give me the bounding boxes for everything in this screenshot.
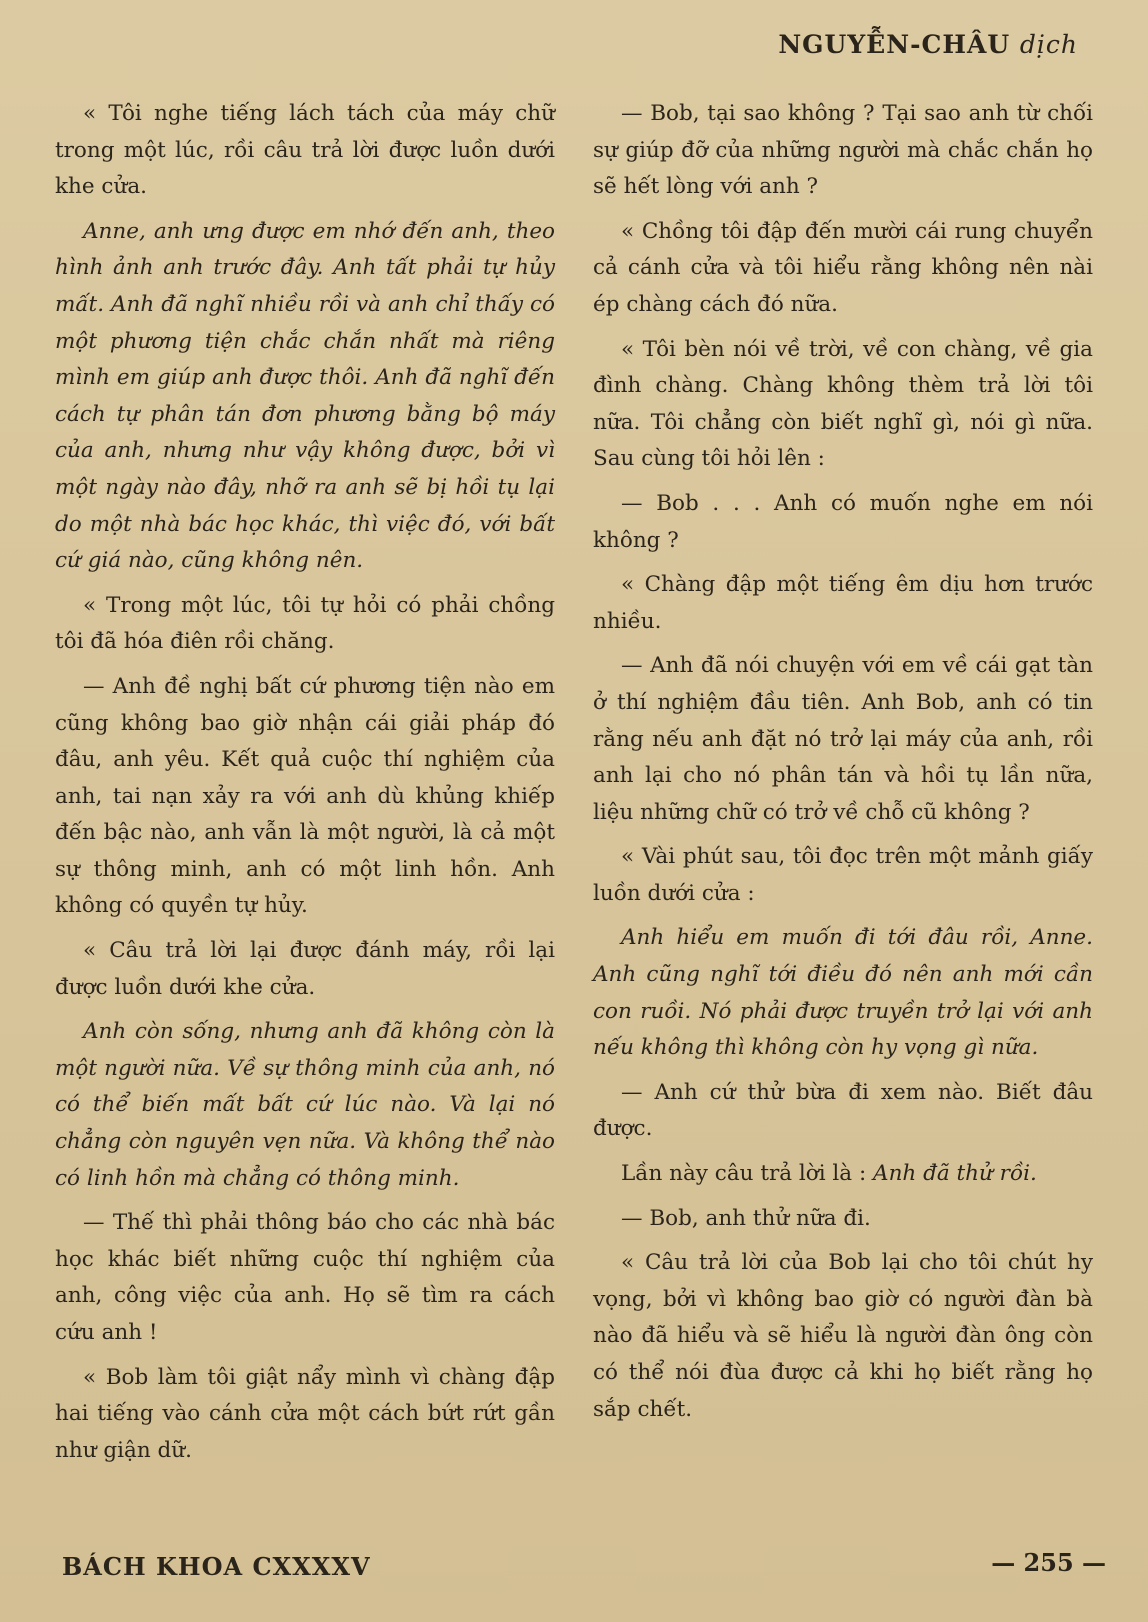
paragraph: [593, 1075, 1093, 1148]
paragraph-text: — Anh cứ thử bừa đi xem nào. Biết đâu được.: [593, 1079, 1093, 1142]
paragraph: [55, 669, 555, 925]
paragraph: [593, 214, 1093, 324]
paragraph-text: — Anh đã nói chuyện với em về cái gạt tàn ở thí nghiệm đầu tiên. Anh Bob, anh có tin rằng nếu anh đặt nó trở lại máy của anh, rồi anh lại cho nó phân tán và hồi tụ lần nữa, liệu những chữ có trở về chỗ cũ không ?: [593, 653, 1093, 825]
paragraph-text: « Câu trả lời của Bob lại cho tôi chút hy vọng, bởi vì không bao giờ có người đàn bà nào đã hiểu và sẽ hiểu là người đàn ông còn có thể nói đùa được cả khi họ biết rằng họ sắp chết.: [593, 1250, 1093, 1422]
left-column: [55, 96, 555, 1477]
paragraph-text: Anh hiểu em muốn đi tới đâu rồi, Anne. Anh cũng nghĩ tới điều đó nên anh mới cần con ruồi. Nó phải được truyền trở lại với anh nếu không thì không còn hy vọng gì nữa.: [593, 925, 1093, 1061]
paragraph-text: — Thế thì phải thông báo cho các nhà bác học khác biết những cuộc thí nghiệm của anh, công việc của anh. Họ sẽ tìm ra cách cứu anh !: [55, 1210, 555, 1345]
paragraph: [593, 567, 1093, 640]
paragraph: [593, 839, 1093, 912]
paragraph: [55, 1205, 555, 1351]
paragraph: [593, 486, 1093, 559]
paragraph-text: Lần này câu trả lời là :: [621, 1161, 867, 1187]
right-column: [593, 96, 1093, 1436]
paragraph-text: Anh còn sống, nhưng anh đã không còn là một người nữa. Về sự thông minh của anh, nó có thể biến mất bất cứ lúc nào. Và lại nó chẳng còn nguyên vẹn nữa. Và không thể nào có linh hồn mà chẳng có thông minh.: [55, 1019, 555, 1191]
paragraph-text: — Bob . . . Anh có muốn nghe em nói không ?: [593, 490, 1093, 553]
paragraph-text: « Chồng tôi đập đến mười cái rung chuyển cả cánh cửa và tôi hiểu rằng không nên nài ép chàng cách đó nữa.: [593, 218, 1093, 317]
paragraph: [593, 648, 1093, 831]
paragraph-text: — Bob, tại sao không ? Tại sao anh từ chối sự giúp đỡ của những người mà chắc chắn họ sẽ hết lòng với anh ?: [593, 101, 1093, 200]
paragraph-italic-text: Anh đã thử rồi.: [873, 1161, 1037, 1187]
translator-name: NGUYỄN-CHÂU: [778, 30, 1011, 59]
page-header: [778, 30, 1078, 59]
paragraph: [593, 1156, 1093, 1193]
paragraph: [593, 1245, 1093, 1428]
paragraph-text: « Tôi bèn nói về trời, về con chàng, về gia đình chàng. Chàng không thèm trả lời tôi nữa. Tôi chẳng còn biết nghĩ gì, nói gì nữa. Sau cùng tôi hỏi lên :: [593, 336, 1093, 472]
paragraph: [55, 933, 555, 1006]
paragraph-text: « Tôi nghe tiếng lách tách của máy chữ trong một lúc, rồi câu trả lời được luồn dưới khe cửa.: [55, 101, 555, 200]
paragraph: [55, 214, 555, 580]
paragraph-text: Anne, anh ưng được em nhớ đến anh, theo hình ảnh anh trước đây. Anh tất phải tự hủy mất. Anh đã nghĩ nhiều rồi và anh chỉ thấy có một phương tiện chắc chắn nhất mà riêng mình em giúp anh được thôi. Anh đã nghĩ đến cách tự phân tán đơn phương bằng bộ máy của anh, nhưng như vậy không được, bởi vì một ngày nào đây, nhỡ ra anh sẽ bị hồi tụ lại do một nhà bác học khác, thì việc đó, với bất cứ giá nào, cũng không nên.: [55, 218, 555, 574]
paragraph: [55, 96, 555, 206]
paragraph: [593, 96, 1093, 206]
paragraph-text: « Câu trả lời lại được đánh máy, rồi lại được luồn dưới khe cửa.: [55, 938, 555, 1000]
paragraph: [593, 1201, 1093, 1238]
paragraph-text: — Anh đề nghị bất cứ phương tiện nào em cũng không bao giờ nhận cái giải pháp đó đâu, anh yêu. Kết quả cuộc thí nghiệm của anh, tai nạn xảy ra với anh dù khủng khiếp đến bậc nào, anh vẫn là một người, là cả một sự thông minh, anh có một linh hồn. Anh không có quyền tự hủy.: [55, 673, 555, 919]
paragraph-text: « Trong một lúc, tôi tự hỏi có phải chồng tôi đã hóa điên rồi chăng.: [55, 592, 555, 655]
paragraph-text: « Bob làm tôi giật nẩy mình vì chàng đập hai tiếng vào cánh cửa một cách bứt rứt gần như giận dữ.: [55, 1364, 555, 1463]
paragraph-text: « Vài phút sau, tôi đọc trên một mảnh giấy luồn dưới cửa :: [593, 844, 1093, 906]
paragraph-text: « Chàng đập một tiếng êm dịu hơn trước nhiều.: [593, 572, 1093, 634]
magazine-issue: BÁCH KHOA CXXXXV: [62, 1552, 371, 1581]
paragraph: [593, 332, 1093, 478]
paragraph: [55, 1360, 555, 1470]
paragraph-text: — Bob, anh thử nữa đi.: [621, 1205, 871, 1231]
paragraph: [593, 920, 1093, 1066]
page-number: — 255 —: [991, 1548, 1106, 1577]
paragraph: [55, 588, 555, 661]
translator-role: dịch: [1019, 30, 1078, 59]
paragraph: [55, 1014, 555, 1197]
